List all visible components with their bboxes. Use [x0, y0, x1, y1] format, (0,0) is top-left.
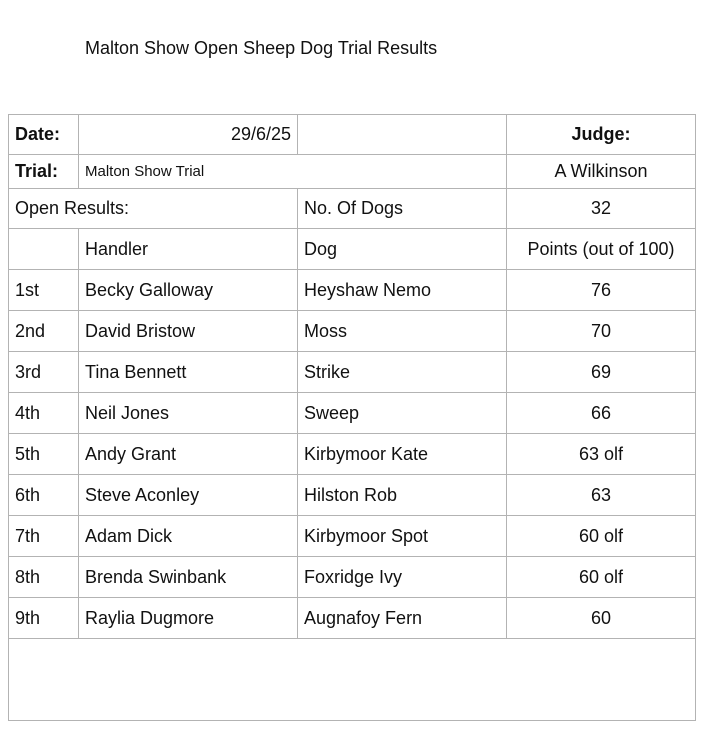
points-cell: 63 olf: [507, 434, 696, 475]
date-label: Date:: [9, 115, 79, 155]
dog-cell: Moss: [298, 311, 507, 352]
place-cell: 3rd: [9, 352, 79, 393]
place-cell: 5th: [9, 434, 79, 475]
table-row: [9, 393, 696, 434]
empty-cell: [9, 639, 696, 721]
dog-cell: Kirbymoor Spot: [298, 516, 507, 557]
place-cell: 8th: [9, 557, 79, 598]
table-row: [9, 475, 696, 516]
place-header: [9, 229, 79, 270]
dog-header: Dog: [298, 229, 507, 270]
place-cell: 1st: [9, 270, 79, 311]
points-cell: 60: [507, 598, 696, 639]
place-cell: 9th: [9, 598, 79, 639]
points-header: Points (out of 100): [507, 229, 696, 270]
handler-cell: Brenda Swinbank: [79, 557, 298, 598]
dog-cell: Augnafoy Fern: [298, 598, 507, 639]
points-cell: 76: [507, 270, 696, 311]
table-row: [9, 557, 696, 598]
blank-row: [9, 639, 696, 721]
handler-cell: Tina Bennett: [79, 352, 298, 393]
judge-value: A Wilkinson: [507, 155, 696, 189]
handler-header: Handler: [79, 229, 298, 270]
points-cell: 60 olf: [507, 557, 696, 598]
handler-cell: Adam Dick: [79, 516, 298, 557]
date-row: [9, 115, 696, 155]
dog-cell: Kirbymoor Kate: [298, 434, 507, 475]
place-cell: 7th: [9, 516, 79, 557]
dog-cell: Foxridge Ivy: [298, 557, 507, 598]
table-row: [9, 270, 696, 311]
place-cell: 6th: [9, 475, 79, 516]
date-value: 29/6/25: [79, 115, 298, 155]
handler-cell: Raylia Dugmore: [79, 598, 298, 639]
table-row: [9, 598, 696, 639]
dog-cell: Heyshaw Nemo: [298, 270, 507, 311]
dog-cell: Hilston Rob: [298, 475, 507, 516]
place-cell: 2nd: [9, 311, 79, 352]
table-row: [9, 434, 696, 475]
handler-cell: Neil Jones: [79, 393, 298, 434]
dogs-count-value: 32: [507, 189, 696, 229]
dog-cell: Sweep: [298, 393, 507, 434]
open-results-label: Open Results:: [9, 189, 298, 229]
judge-label: Judge:: [507, 115, 696, 155]
trial-label: Trial:: [9, 155, 79, 189]
results-table: [8, 114, 696, 721]
handler-cell: Steve Aconley: [79, 475, 298, 516]
open-results-row: [9, 189, 696, 229]
trial-row: [9, 155, 696, 189]
handler-cell: David Bristow: [79, 311, 298, 352]
points-cell: 70: [507, 311, 696, 352]
table-row: [9, 311, 696, 352]
table-row: [9, 352, 696, 393]
points-cell: 69: [507, 352, 696, 393]
handler-cell: Becky Galloway: [79, 270, 298, 311]
trial-value: Malton Show Trial: [79, 155, 507, 189]
points-cell: 63: [507, 475, 696, 516]
empty-cell: [298, 115, 507, 155]
points-cell: 66: [507, 393, 696, 434]
column-header-row: [9, 229, 696, 270]
points-cell: 60 olf: [507, 516, 696, 557]
place-cell: 4th: [9, 393, 79, 434]
dog-cell: Strike: [298, 352, 507, 393]
handler-cell: Andy Grant: [79, 434, 298, 475]
page-title: Malton Show Open Sheep Dog Trial Results: [85, 38, 438, 58]
table-row: [9, 516, 696, 557]
dogs-count-label: No. Of Dogs: [298, 189, 507, 229]
